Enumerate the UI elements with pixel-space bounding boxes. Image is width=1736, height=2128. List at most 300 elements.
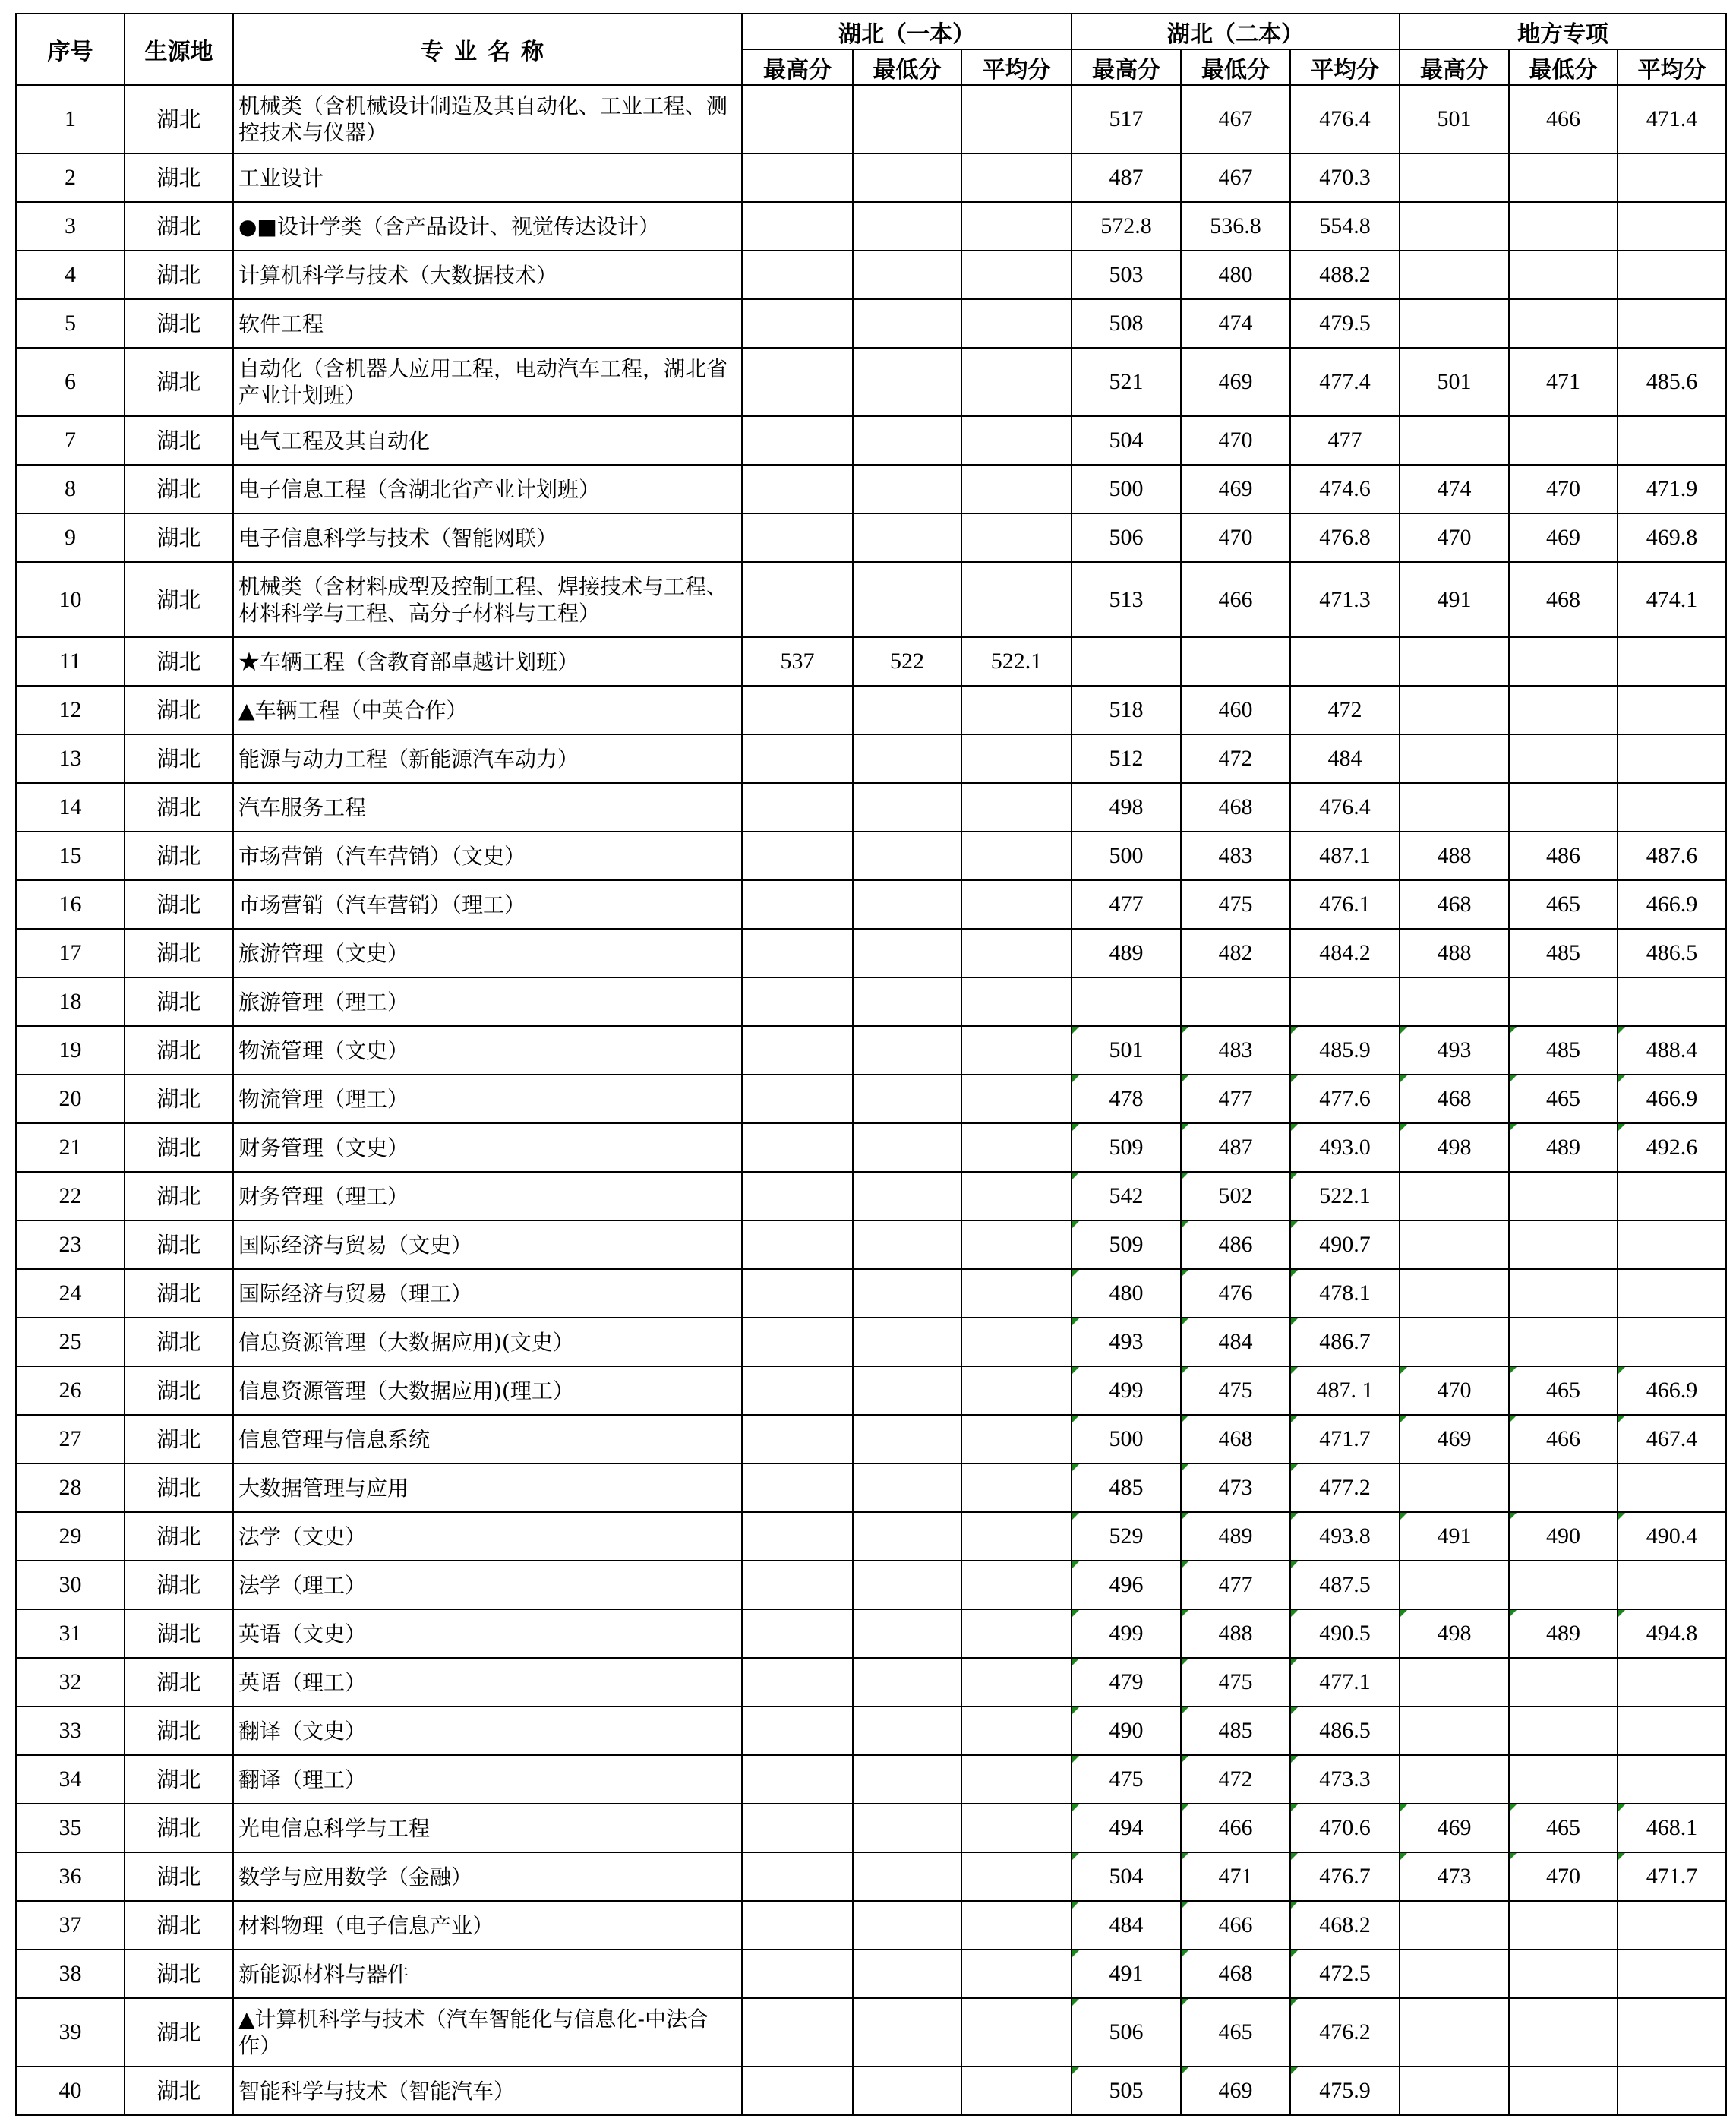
- score-local-min-cell: [1509, 1658, 1618, 1707]
- score-tier2-avg-cell: 477.1: [1290, 1658, 1400, 1707]
- row-major-cell: ●■设计学类（含产品设计、视觉传达设计）: [233, 202, 742, 251]
- group-header-local: 地方专项: [1400, 14, 1726, 49]
- score-local-max-cell: 488: [1400, 929, 1509, 977]
- score-tier2-max-cell: 484: [1072, 1901, 1181, 1950]
- sub-header-min: 最低分: [1181, 49, 1290, 85]
- row-origin-cell: 湖北: [125, 1172, 233, 1220]
- score-tier2-min-cell: 486: [1181, 1220, 1290, 1269]
- row-major-cell: 物流管理（文史）: [233, 1026, 742, 1075]
- score-local-max-cell: [1400, 1172, 1509, 1220]
- row-major-cell: 财务管理（理工）: [233, 1172, 742, 1220]
- row-seq-cell: 7: [16, 416, 125, 465]
- score-tier1-max-cell: [742, 416, 853, 465]
- table-row: [16, 299, 1726, 348]
- row-seq-cell: 8: [16, 465, 125, 513]
- score-local-avg-cell: [1618, 1463, 1726, 1512]
- score-local-avg-cell: [1618, 2066, 1726, 2115]
- table-row: [16, 1269, 1726, 1318]
- score-tier1-min-cell: [853, 977, 961, 1026]
- score-local-max-cell: [1400, 1561, 1509, 1609]
- origin-header: 生源地: [125, 14, 233, 85]
- row-seq-cell: 20: [16, 1075, 125, 1123]
- score-local-avg-cell: 471.7: [1618, 1852, 1726, 1901]
- score-local-avg-cell: [1618, 1950, 1726, 1998]
- score-tier2-min-cell: 477: [1181, 1561, 1290, 1609]
- table-row: [16, 783, 1726, 832]
- score-local-max-cell: 468: [1400, 1075, 1509, 1123]
- row-major-cell: 电子信息工程（含湖北省产业计划班）: [233, 465, 742, 513]
- score-tier1-avg-cell: [961, 1707, 1072, 1755]
- table-row: [16, 1512, 1726, 1561]
- score-tier1-min-cell: [853, 1804, 961, 1852]
- row-origin-cell: 湖北: [125, 1755, 233, 1804]
- score-tier2-avg-cell: 487. 1: [1290, 1366, 1400, 1415]
- score-local-avg-cell: 471.4: [1618, 85, 1726, 153]
- score-tier1-min-cell: [853, 465, 961, 513]
- score-tier2-min-cell: 467: [1181, 85, 1290, 153]
- score-tier1-min-cell: [853, 1609, 961, 1658]
- score-local-min-cell: [1509, 1220, 1618, 1269]
- row-major-cell: 计算机科学与技术（大数据技术）: [233, 251, 742, 299]
- table-row: [16, 1609, 1726, 1658]
- score-local-avg-cell: [1618, 1658, 1726, 1707]
- score-tier1-min-cell: [853, 416, 961, 465]
- score-tier1-max-cell: [742, 1415, 853, 1463]
- row-major-cell: 英语（文史）: [233, 1609, 742, 1658]
- score-tier2-min-cell: 470: [1181, 513, 1290, 562]
- score-local-max-cell: 468: [1400, 880, 1509, 929]
- row-major-cell: 机械类（含机械设计制造及其自动化、工业工程、测控技术与仪器）: [233, 85, 742, 153]
- score-tier1-avg-cell: [961, 1755, 1072, 1804]
- row-seq-cell: 2: [16, 153, 125, 202]
- score-local-avg-cell: [1618, 153, 1726, 202]
- score-tier1-max-cell: [742, 929, 853, 977]
- row-major-cell: 汽车服务工程: [233, 783, 742, 832]
- score-local-avg-cell: [1618, 299, 1726, 348]
- row-major-cell: 工业设计: [233, 153, 742, 202]
- row-origin-cell: 湖北: [125, 465, 233, 513]
- score-tier2-max-cell: 503: [1072, 251, 1181, 299]
- row-origin-cell: 湖北: [125, 348, 233, 416]
- score-tier1-max-cell: [742, 348, 853, 416]
- score-tier1-min-cell: [853, 251, 961, 299]
- score-tier1-min-cell: [853, 1755, 961, 1804]
- score-tier2-avg-cell: 487.1: [1290, 832, 1400, 880]
- score-local-avg-cell: 488.4: [1618, 1026, 1726, 1075]
- score-tier1-max-cell: [742, 1220, 853, 1269]
- score-tier1-avg-cell: [961, 1026, 1072, 1075]
- score-local-min-cell: [1509, 1901, 1618, 1950]
- group-header-tier2: 湖北（二本）: [1072, 14, 1400, 49]
- score-tier1-min-cell: [853, 1220, 961, 1269]
- row-major-cell: 光电信息科学与工程: [233, 1804, 742, 1852]
- score-tier1-max-cell: [742, 734, 853, 783]
- score-local-avg-cell: 485.6: [1618, 348, 1726, 416]
- score-tier1-max-cell: [742, 1755, 853, 1804]
- score-local-max-cell: [1400, 1755, 1509, 1804]
- row-origin-cell: 湖北: [125, 1561, 233, 1609]
- score-local-max-cell: [1400, 2066, 1509, 2115]
- score-tier1-max-cell: [742, 783, 853, 832]
- score-tier2-avg-cell: 484.2: [1290, 929, 1400, 977]
- row-major-cell: 旅游管理（理工）: [233, 977, 742, 1026]
- score-tier2-max-cell: [1072, 637, 1181, 686]
- score-tier2-min-cell: 489: [1181, 1512, 1290, 1561]
- score-tier1-min-cell: [853, 1366, 961, 1415]
- score-tier2-avg-cell: 554.8: [1290, 202, 1400, 251]
- score-local-min-cell: 485: [1509, 1026, 1618, 1075]
- score-local-max-cell: 491: [1400, 562, 1509, 637]
- score-local-max-cell: [1400, 1318, 1509, 1366]
- score-tier1-avg-cell: [961, 1804, 1072, 1852]
- score-tier1-max-cell: [742, 832, 853, 880]
- score-tier2-min-cell: 466: [1181, 562, 1290, 637]
- score-tier2-min-cell: 465: [1181, 1998, 1290, 2066]
- score-local-max-cell: [1400, 1901, 1509, 1950]
- row-origin-cell: 湖北: [125, 1998, 233, 2066]
- score-tier1-max-cell: [742, 562, 853, 637]
- score-tier2-avg-cell: 473.3: [1290, 1755, 1400, 1804]
- score-tier2-min-cell: 502: [1181, 1172, 1290, 1220]
- row-seq-cell: 32: [16, 1658, 125, 1707]
- score-local-min-cell: [1509, 734, 1618, 783]
- row-seq-cell: 36: [16, 1852, 125, 1901]
- score-local-max-cell: 488: [1400, 832, 1509, 880]
- score-local-avg-cell: 466.9: [1618, 1366, 1726, 1415]
- score-local-avg-cell: 492.6: [1618, 1123, 1726, 1172]
- row-major-cell: 电气工程及其自动化: [233, 416, 742, 465]
- group-header-tier1: 湖北（一本）: [742, 14, 1072, 49]
- score-local-min-cell: [1509, 1269, 1618, 1318]
- score-tier1-min-cell: [853, 562, 961, 637]
- score-tier1-avg-cell: [961, 416, 1072, 465]
- score-tier2-avg-cell: 476.8: [1290, 513, 1400, 562]
- table-row: [16, 1415, 1726, 1463]
- row-seq-cell: 16: [16, 880, 125, 929]
- score-tier2-avg-cell: 477.2: [1290, 1463, 1400, 1512]
- score-tier2-max-cell: 491: [1072, 1950, 1181, 1998]
- score-tier2-max-cell: 504: [1072, 1852, 1181, 1901]
- score-local-min-cell: 466: [1509, 85, 1618, 153]
- row-seq-cell: 33: [16, 1707, 125, 1755]
- row-seq-cell: 25: [16, 1318, 125, 1366]
- row-major-cell: 软件工程: [233, 299, 742, 348]
- score-tier1-avg-cell: [961, 1658, 1072, 1707]
- row-major-cell: 自动化（含机器人应用工程，电动汽车工程，湖北省产业计划班）: [233, 348, 742, 416]
- sub-header-max: 最高分: [1072, 49, 1181, 85]
- sub-header-avg: 平均分: [1618, 49, 1726, 85]
- row-seq-cell: 24: [16, 1269, 125, 1318]
- score-tier2-max-cell: 513: [1072, 562, 1181, 637]
- row-origin-cell: 湖北: [125, 1075, 233, 1123]
- row-origin-cell: 湖北: [125, 1026, 233, 1075]
- row-origin-cell: 湖北: [125, 562, 233, 637]
- score-local-min-cell: 489: [1509, 1609, 1618, 1658]
- score-tier1-avg-cell: [961, 929, 1072, 977]
- row-seq-cell: 3: [16, 202, 125, 251]
- score-local-avg-cell: 474.1: [1618, 562, 1726, 637]
- score-tier1-min-cell: [853, 1658, 961, 1707]
- score-tier2-min-cell: 472: [1181, 1755, 1290, 1804]
- score-local-max-cell: [1400, 202, 1509, 251]
- row-seq-cell: 26: [16, 1366, 125, 1415]
- score-local-min-cell: 465: [1509, 1804, 1618, 1852]
- table-row: [16, 832, 1726, 880]
- score-tier2-max-cell: 512: [1072, 734, 1181, 783]
- score-tier2-min-cell: [1181, 977, 1290, 1026]
- score-tier2-max-cell: 478: [1072, 1075, 1181, 1123]
- score-local-min-cell: [1509, 1755, 1618, 1804]
- score-tier2-max-cell: 506: [1072, 1998, 1181, 2066]
- score-tier2-max-cell: 505: [1072, 2066, 1181, 2115]
- score-tier1-max-cell: [742, 251, 853, 299]
- score-local-avg-cell: [1618, 1172, 1726, 1220]
- score-tier2-min-cell: 476: [1181, 1269, 1290, 1318]
- row-seq-cell: 30: [16, 1561, 125, 1609]
- score-tier1-avg-cell: [961, 734, 1072, 783]
- row-origin-cell: 湖北: [125, 832, 233, 880]
- score-tier2-max-cell: 521: [1072, 348, 1181, 416]
- score-tier1-max-cell: [742, 1026, 853, 1075]
- score-tier2-min-cell: 466: [1181, 1901, 1290, 1950]
- score-local-min-cell: [1509, 1950, 1618, 1998]
- row-seq-cell: 34: [16, 1755, 125, 1804]
- row-seq-cell: 11: [16, 637, 125, 686]
- score-local-avg-cell: [1618, 1998, 1726, 2066]
- score-tier1-avg-cell: [961, 880, 1072, 929]
- score-tier2-max-cell: 509: [1072, 1220, 1181, 1269]
- score-local-max-cell: 469: [1400, 1415, 1509, 1463]
- score-local-min-cell: 470: [1509, 1852, 1618, 1901]
- row-seq-cell: 27: [16, 1415, 125, 1463]
- score-tier2-avg-cell: 470.6: [1290, 1804, 1400, 1852]
- score-tier2-max-cell: 500: [1072, 1415, 1181, 1463]
- score-tier2-avg-cell: 475.9: [1290, 2066, 1400, 2115]
- score-local-max-cell: 474: [1400, 465, 1509, 513]
- score-local-max-cell: [1400, 1463, 1509, 1512]
- table-row: [16, 1852, 1726, 1901]
- score-tier1-avg-cell: [961, 1318, 1072, 1366]
- score-local-avg-cell: [1618, 1220, 1726, 1269]
- score-tier1-min-cell: [853, 734, 961, 783]
- score-local-max-cell: [1400, 251, 1509, 299]
- score-tier2-min-cell: 468: [1181, 1415, 1290, 1463]
- score-tier1-min-cell: [853, 1026, 961, 1075]
- score-tier1-min-cell: [853, 1950, 961, 1998]
- score-tier2-min-cell: 484: [1181, 1318, 1290, 1366]
- score-local-avg-cell: [1618, 977, 1726, 1026]
- table-row: [16, 734, 1726, 783]
- table-row: [16, 1707, 1726, 1755]
- score-local-min-cell: 466: [1509, 1415, 1618, 1463]
- score-tier1-min-cell: [853, 202, 961, 251]
- score-local-min-cell: 465: [1509, 1075, 1618, 1123]
- score-local-avg-cell: [1618, 1318, 1726, 1366]
- score-tier2-avg-cell: 476.4: [1290, 783, 1400, 832]
- score-local-max-cell: [1400, 1950, 1509, 1998]
- score-tier1-min-cell: [853, 1901, 961, 1950]
- sub-header-min: 最低分: [853, 49, 961, 85]
- table-row: [16, 686, 1726, 734]
- score-tier1-min-cell: [853, 880, 961, 929]
- table-row: [16, 637, 1726, 686]
- score-tier1-max-cell: [742, 1609, 853, 1658]
- score-local-avg-cell: [1618, 1561, 1726, 1609]
- score-tier1-avg-cell: [961, 153, 1072, 202]
- table-row: [16, 1075, 1726, 1123]
- score-tier2-max-cell: 498: [1072, 783, 1181, 832]
- score-local-min-cell: 489: [1509, 1123, 1618, 1172]
- score-local-max-cell: [1400, 1707, 1509, 1755]
- score-tier2-min-cell: 488: [1181, 1609, 1290, 1658]
- row-seq-cell: 37: [16, 1901, 125, 1950]
- score-tier2-max-cell: 479: [1072, 1658, 1181, 1707]
- score-local-avg-cell: [1618, 1755, 1726, 1804]
- row-major-cell: 法学（理工）: [233, 1561, 742, 1609]
- row-seq-cell: 21: [16, 1123, 125, 1172]
- score-tier1-min-cell: [853, 1269, 961, 1318]
- score-tier1-min-cell: [853, 783, 961, 832]
- table-body: [16, 85, 1726, 2115]
- score-tier1-avg-cell: [961, 832, 1072, 880]
- score-tier2-avg-cell: 522.1: [1290, 1172, 1400, 1220]
- score-local-min-cell: [1509, 783, 1618, 832]
- score-local-avg-cell: [1618, 1707, 1726, 1755]
- score-tier2-avg-cell: 470.3: [1290, 153, 1400, 202]
- score-local-min-cell: 490: [1509, 1512, 1618, 1561]
- table-row: [16, 1658, 1726, 1707]
- score-tier1-avg-cell: [961, 1950, 1072, 1998]
- score-tier2-avg-cell: 477.6: [1290, 1075, 1400, 1123]
- score-tier2-avg-cell: 474.6: [1290, 465, 1400, 513]
- score-tier2-min-cell: 460: [1181, 686, 1290, 734]
- score-tier2-avg-cell: 472.5: [1290, 1950, 1400, 1998]
- row-major-cell: 翻译（文史）: [233, 1707, 742, 1755]
- table-row: [16, 1463, 1726, 1512]
- score-tier1-min-cell: [853, 153, 961, 202]
- score-local-max-cell: 491: [1400, 1512, 1509, 1561]
- row-seq-cell: 17: [16, 929, 125, 977]
- row-seq-cell: 15: [16, 832, 125, 880]
- score-local-max-cell: [1400, 1998, 1509, 2066]
- score-local-avg-cell: [1618, 1901, 1726, 1950]
- row-origin-cell: 湖北: [125, 1512, 233, 1561]
- score-tier1-avg-cell: [961, 299, 1072, 348]
- admission-score-table: [15, 13, 1727, 2116]
- row-major-cell: 国际经济与贸易（理工）: [233, 1269, 742, 1318]
- row-major-cell: ▲计算机科学与技术（汽车智能化与信息化-中法合作）: [233, 1998, 742, 2066]
- score-tier2-min-cell: 536.8: [1181, 202, 1290, 251]
- row-origin-cell: 湖北: [125, 1269, 233, 1318]
- score-tier1-avg-cell: [961, 562, 1072, 637]
- score-tier2-max-cell: [1072, 977, 1181, 1026]
- score-tier1-avg-cell: [961, 1415, 1072, 1463]
- score-tier2-avg-cell: 485.9: [1290, 1026, 1400, 1075]
- score-local-max-cell: [1400, 686, 1509, 734]
- score-tier2-max-cell: 496: [1072, 1561, 1181, 1609]
- score-local-max-cell: [1400, 416, 1509, 465]
- score-tier2-max-cell: 493: [1072, 1318, 1181, 1366]
- score-tier1-avg-cell: [961, 513, 1072, 562]
- score-tier1-avg-cell: [961, 1609, 1072, 1658]
- row-major-cell: 信息管理与信息系统: [233, 1415, 742, 1463]
- score-tier2-max-cell: 499: [1072, 1366, 1181, 1415]
- score-local-avg-cell: 486.5: [1618, 929, 1726, 977]
- score-tier1-avg-cell: [961, 1220, 1072, 1269]
- score-tier2-min-cell: 483: [1181, 832, 1290, 880]
- score-tier1-avg-cell: [961, 686, 1072, 734]
- score-tier1-avg-cell: [961, 1901, 1072, 1950]
- score-tier2-avg-cell: 476.7: [1290, 1852, 1400, 1901]
- score-tier1-max-cell: [742, 686, 853, 734]
- row-origin-cell: 湖北: [125, 1463, 233, 1512]
- score-tier2-avg-cell: 476.1: [1290, 880, 1400, 929]
- row-major-cell: 机械类（含材料成型及控制工程、焊接技术与工程、材料科学与工程、高分子材料与工程）: [233, 562, 742, 637]
- score-local-min-cell: [1509, 977, 1618, 1026]
- score-tier1-avg-cell: [961, 1172, 1072, 1220]
- row-origin-cell: 湖北: [125, 1707, 233, 1755]
- score-tier2-avg-cell: 479.5: [1290, 299, 1400, 348]
- table-row: [16, 348, 1726, 416]
- score-tier1-avg-cell: [961, 465, 1072, 513]
- row-origin-cell: 湖北: [125, 929, 233, 977]
- row-origin-cell: 湖北: [125, 880, 233, 929]
- score-local-min-cell: 471: [1509, 348, 1618, 416]
- score-tier1-max-cell: [742, 1318, 853, 1366]
- score-local-avg-cell: [1618, 251, 1726, 299]
- score-tier2-avg-cell: 471.7: [1290, 1415, 1400, 1463]
- score-local-min-cell: [1509, 1998, 1618, 2066]
- score-local-min-cell: [1509, 1318, 1618, 1366]
- row-origin-cell: 湖北: [125, 1804, 233, 1852]
- table-row: [16, 929, 1726, 977]
- score-local-max-cell: 493: [1400, 1026, 1509, 1075]
- score-tier1-min-cell: [853, 1075, 961, 1123]
- score-tier1-avg-cell: [961, 1366, 1072, 1415]
- score-local-avg-cell: 466.9: [1618, 880, 1726, 929]
- row-origin-cell: 湖北: [125, 1318, 233, 1366]
- score-tier1-min-cell: [853, 1512, 961, 1561]
- score-local-max-cell: [1400, 1658, 1509, 1707]
- score-local-avg-cell: 487.6: [1618, 832, 1726, 880]
- score-local-min-cell: 465: [1509, 880, 1618, 929]
- score-tier1-max-cell: [742, 2066, 853, 2115]
- seq-header: 序号: [16, 14, 125, 85]
- score-local-avg-cell: [1618, 686, 1726, 734]
- score-local-max-cell: 469: [1400, 1804, 1509, 1852]
- score-local-max-cell: [1400, 637, 1509, 686]
- row-seq-cell: 29: [16, 1512, 125, 1561]
- score-tier1-max-cell: [742, 1512, 853, 1561]
- score-local-avg-cell: [1618, 1269, 1726, 1318]
- table-row: [16, 202, 1726, 251]
- score-tier2-max-cell: 475: [1072, 1755, 1181, 1804]
- row-origin-cell: 湖北: [125, 1609, 233, 1658]
- row-major-cell: 信息资源管理（大数据应用)(文史）: [233, 1318, 742, 1366]
- score-tier2-avg-cell: 484: [1290, 734, 1400, 783]
- score-local-avg-cell: 467.4: [1618, 1415, 1726, 1463]
- score-local-max-cell: [1400, 1269, 1509, 1318]
- row-major-cell: 法学（文史）: [233, 1512, 742, 1561]
- table-row: [16, 1220, 1726, 1269]
- score-local-avg-cell: [1618, 202, 1726, 251]
- score-tier1-avg-cell: [961, 2066, 1072, 2115]
- score-local-min-cell: [1509, 1707, 1618, 1755]
- score-tier2-max-cell: 480: [1072, 1269, 1181, 1318]
- score-tier1-max-cell: [742, 1707, 853, 1755]
- score-tier2-min-cell: 474: [1181, 299, 1290, 348]
- score-local-min-cell: 486: [1509, 832, 1618, 880]
